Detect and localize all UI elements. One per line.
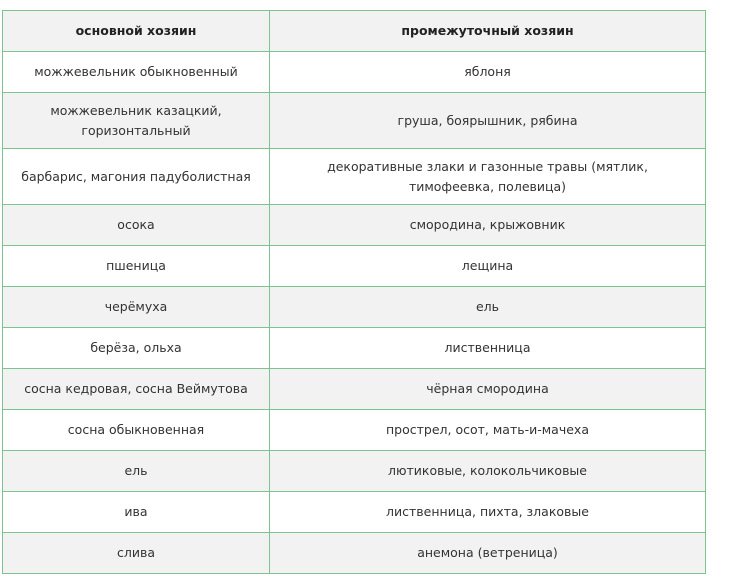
table-row [3,451,706,492]
intermediate-host-cell: смородина, крыжовник [270,205,706,246]
primary-host-cell: слива [3,533,270,574]
table-row [3,246,706,287]
table-row [3,369,706,410]
table-header-row [3,11,706,52]
table-row [3,52,706,93]
table-row [3,410,706,451]
intermediate-host-cell: декоративные злаки и газонные травы (мятлик, тимофеевка, полевица) [270,149,706,205]
host-table-container [2,10,705,574]
table-row [3,149,706,205]
table-row [3,205,706,246]
table-row [3,93,706,149]
primary-host-cell: можжевельник обыкновенный [3,52,270,93]
table-row [3,533,706,574]
intermediate-host-cell: груша, боярышник, рябина [270,93,706,149]
intermediate-host-cell: прострел, осот, мать-и-мачеха [270,410,706,451]
primary-host-cell: берёза, ольха [3,328,270,369]
header-primary-host: основной хозяин [3,11,270,52]
primary-host-cell: осока [3,205,270,246]
table-row [3,328,706,369]
intermediate-host-cell: лиственница [270,328,706,369]
host-table [2,10,706,574]
primary-host-cell: пшеница [3,246,270,287]
primary-host-cell: ива [3,492,270,533]
intermediate-host-cell: чёрная смородина [270,369,706,410]
primary-host-cell: барбарис, магония падуболистная [3,149,270,205]
intermediate-host-cell: лютиковые, колокольчиковые [270,451,706,492]
primary-host-cell: сосна обыкновенная [3,410,270,451]
intermediate-host-cell: анемона (ветреница) [270,533,706,574]
primary-host-cell: сосна кедровая, сосна Веймутова [3,369,270,410]
header-intermediate-host: промежуточный хозяин [270,11,706,52]
primary-host-cell: ель [3,451,270,492]
primary-host-cell: черёмуха [3,287,270,328]
table-row [3,492,706,533]
table-row [3,287,706,328]
primary-host-cell: можжевельник казацкий, горизонтальный [3,93,270,149]
intermediate-host-cell: лиственница, пихта, злаковые [270,492,706,533]
intermediate-host-cell: ель [270,287,706,328]
intermediate-host-cell: яблоня [270,52,706,93]
intermediate-host-cell: лещина [270,246,706,287]
